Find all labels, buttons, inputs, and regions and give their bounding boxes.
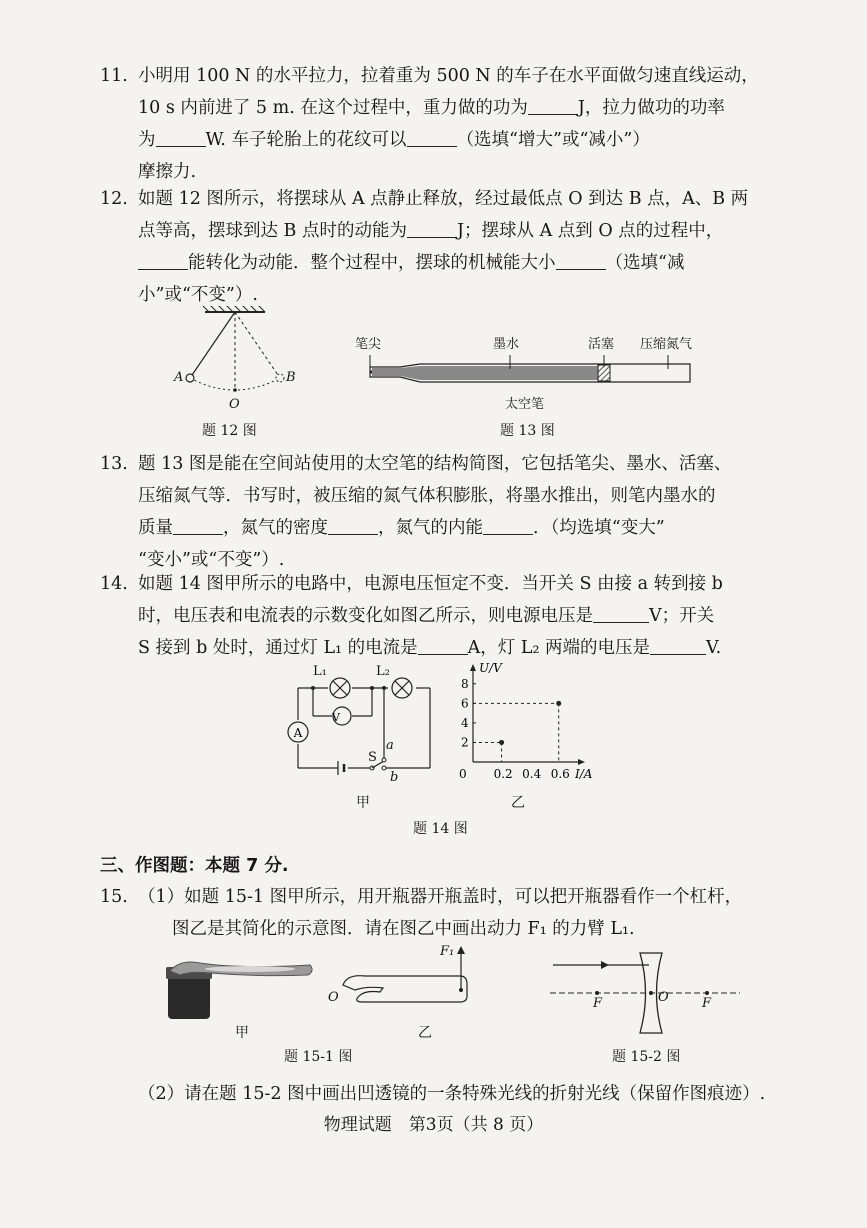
lamp-l1 (330, 678, 350, 698)
question-text: 如题 12 图所示，将摆球从 A 点静止释放，经过最低点 O 到达 B 点，A、B 两 (138, 189, 749, 209)
question-text: V；开关 (649, 606, 715, 626)
point-a-label: A (174, 370, 184, 385)
question-number: 14. (100, 574, 128, 594)
question-15 (100, 881, 790, 945)
contact-b-label: b (390, 770, 399, 785)
photo-label: 甲 (235, 1025, 249, 1041)
contact-a-label: a (386, 738, 394, 753)
question-text: 小”或“不变”）. (138, 285, 258, 305)
question-text: J，拉力做功的功率 (577, 98, 725, 118)
question-text: 10 s 内前进了 5 m. 在这个过程中，重力做的功为 (138, 98, 528, 118)
l1-label: L₁ (313, 664, 327, 679)
question-number: 13. (100, 454, 128, 474)
answer-blank[interactable] (156, 128, 206, 147)
optical-center-label: O (658, 990, 669, 1005)
question-text: J；摆球从 A 点到 O 点的过程中， (457, 221, 724, 241)
nitrogen-label: 压缩氮气 (640, 337, 693, 352)
answer-blank[interactable] (328, 516, 378, 535)
pen-tip-label: 笔尖 (355, 337, 382, 352)
question-11 (100, 60, 790, 188)
y-tick-label: 2 (461, 735, 469, 750)
focus-left-label: F (593, 996, 603, 1011)
question-text: S 接到 b 处时，通过灯 L₁ 的电流是 (138, 638, 418, 658)
circuit-label: 甲 (356, 795, 370, 811)
answer-blank[interactable] (593, 604, 649, 623)
piston (598, 365, 610, 381)
opener-schematic (325, 940, 485, 1020)
schematic-label: 乙 (418, 1025, 432, 1041)
figure-15-1-caption: 题 15-1 图 (284, 1049, 353, 1065)
x-axis-label: I/A (575, 767, 593, 781)
piston-label: 活塞 (588, 337, 615, 352)
question-number: 11. (100, 66, 128, 86)
question-text: 质量 (138, 518, 173, 538)
bottle-opener-photo (160, 945, 320, 1020)
question-text: ．（均选填“变大” (533, 518, 665, 538)
lamp-l2 (392, 678, 412, 698)
y-tick-label: 8 (461, 676, 469, 691)
question-text: 能转化为动能．整个过程中，摆球的机械能大小 (188, 253, 556, 273)
question-text: W. 车子轮胎上的花纹可以 (205, 130, 407, 150)
figure-12-caption: 题 12 图 (202, 423, 257, 439)
force-f1-label: F₁ (440, 944, 455, 959)
space-pen-name: 太空笔 (505, 397, 545, 412)
data-point (556, 701, 561, 706)
x-tick-label: 0.2 (493, 767, 513, 781)
y-axis-label: U/V (479, 662, 502, 675)
question-13 (100, 448, 790, 576)
pendulum-ball (186, 374, 194, 382)
question-text: V. (706, 638, 722, 658)
data-point (499, 740, 504, 745)
answer-blank[interactable] (650, 636, 706, 655)
l2-label: L₂ (376, 664, 390, 679)
section-title: 三、作图题：本题 7 分. (100, 856, 289, 876)
y-tick-label: 4 (461, 715, 469, 730)
y-tick-label: 6 (461, 696, 469, 711)
question-text: 如题 14 图甲所示的电路中，电源电压恒定不变．当开关 S 由接 a 转到接 b (138, 574, 723, 594)
answer-blank[interactable] (556, 251, 606, 270)
answer-blank[interactable] (407, 219, 457, 238)
question-14 (100, 568, 790, 664)
question-text: 时，电压表和电流表的示数变化如图乙所示，则电源电压是 (138, 606, 593, 626)
answer-blank[interactable] (483, 516, 533, 535)
ammeter-label: A (293, 726, 303, 740)
figure-15-2-caption: 题 15-2 图 (612, 1049, 681, 1065)
question-text: （选填“减 (605, 253, 685, 273)
question-text: 点等高，摆球到达 B 点时的动能为 (138, 221, 407, 241)
question-12 (100, 183, 790, 311)
question-15-part-2 (138, 1078, 838, 1110)
circuit-diagram (280, 668, 440, 786)
question-text: （选填“增大”或“减小”） (456, 130, 650, 150)
question-text: ，氮气的内能 (378, 518, 483, 538)
answer-blank[interactable] (418, 636, 468, 655)
switch-label: S (368, 750, 377, 765)
question-number: 12. (100, 189, 128, 209)
question-number: 15. (100, 887, 128, 907)
question-text: 摩擦力. (138, 162, 197, 182)
question-text: ，氮气的密度 (223, 518, 328, 538)
answer-blank[interactable] (173, 516, 223, 535)
fulcrum-o-label: O (328, 990, 339, 1005)
x-tick-label: 0.4 (522, 767, 542, 781)
answer-blank[interactable] (407, 128, 457, 147)
figure-13-caption: 题 13 图 (500, 423, 555, 439)
question-text: 小明用 100 N 的水平拉力，拉着重为 500 N 的车子在水平面做匀速直线运动， (138, 66, 759, 86)
u-i-chart (455, 662, 595, 784)
x-tick-label: 0.6 (550, 767, 570, 781)
question-text: （1）如题 15-1 图甲所示，用开瓶器开瓶盖时，可以把开瓶器看作一个杠杆， (138, 887, 743, 907)
point-o-label: O (229, 397, 240, 412)
answer-blank[interactable] (528, 96, 578, 115)
question-text: 图乙是其简化的示意图．请在图乙中画出动力 F₁ 的力臂 L₁. (172, 919, 635, 939)
question-text: “变小”或“不变”）. (138, 550, 285, 570)
point-b-label: B (286, 370, 296, 385)
space-pen-figure (360, 355, 705, 390)
chart-label: 乙 (511, 795, 525, 811)
question-text: A，灯 L₂ 两端的电压是 (467, 638, 651, 658)
question-text: 为 (138, 130, 156, 150)
figure-14-caption: 题 14 图 (413, 821, 468, 837)
focus-right-label: F (702, 996, 712, 1011)
pendulum-figure (165, 302, 305, 412)
question-text: 压缩氮气等．书写时，被压缩的氮气体积膨胀，将墨水推出，则笔内墨水的 (138, 486, 716, 506)
question-text: （2）请在题 15-2 图中画出凹透镜的一条特殊光线的折射光线（保留作图痕迹）. (138, 1084, 766, 1104)
voltmeter-label: V (332, 711, 340, 724)
page-footer: 物理试题 第3页（共 8 页） (323, 1115, 544, 1135)
ink-label: 墨水 (493, 337, 520, 352)
answer-blank[interactable] (138, 251, 188, 270)
concave-lens-figure (545, 945, 745, 1040)
x-tick-label: 0 (459, 767, 467, 781)
x-axis-arrow (578, 759, 585, 765)
question-text: 题 13 图是能在空间站使用的太空笔的结构简图，它包括笔尖、墨水、活塞、 (138, 454, 732, 474)
y-axis-arrow (470, 664, 476, 671)
